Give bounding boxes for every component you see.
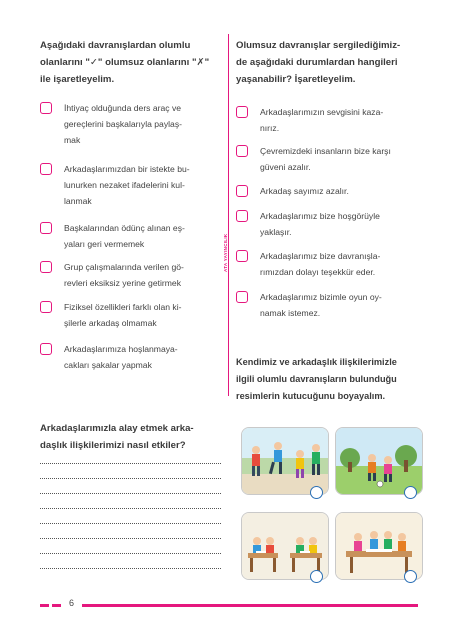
title-line: de aşağıdaki durumlardan hangileri bbox=[236, 57, 398, 68]
answer-line[interactable] bbox=[40, 478, 221, 479]
answer-checkbox[interactable] bbox=[40, 343, 52, 355]
answer-line[interactable] bbox=[40, 568, 221, 569]
title-line: Olumsuz davranışlar sergilediğimiz- bbox=[236, 40, 401, 51]
option-text: yaklaşır. bbox=[260, 227, 292, 237]
option-text: Grup çalışmalarında verilen gö- bbox=[64, 262, 184, 272]
publisher-label: ATA YAYINCILIK bbox=[223, 233, 228, 272]
picture-checkbox-1[interactable] bbox=[310, 486, 323, 499]
option-text: nırız. bbox=[260, 123, 280, 133]
answer-checkbox[interactable] bbox=[40, 222, 52, 234]
option-text: gereçlerini başkalarıyla paylaş- bbox=[64, 119, 182, 129]
title-line: olanlarını "✓" olumsuz olanlarını "✗" bbox=[40, 57, 210, 68]
option-text: Fiziksel özellikleri farklı olan ki- bbox=[64, 302, 182, 312]
answer-checkbox[interactable] bbox=[236, 145, 248, 157]
right-question-title bbox=[236, 37, 426, 88]
answer-checkbox[interactable] bbox=[40, 163, 52, 175]
picture-playing bbox=[335, 427, 423, 495]
option-text: yaları geri vermemek bbox=[64, 239, 145, 249]
title-line: Aşağıdaki davranışlardan olumlu bbox=[40, 40, 191, 51]
footer-bar-segment bbox=[40, 604, 49, 607]
option-text: güveni azalır. bbox=[260, 162, 311, 172]
bullying-scene-illustration bbox=[242, 428, 328, 494]
option-text: şilerle arkadaş olmamak bbox=[64, 318, 157, 328]
option-text: Arkadaşlarımız bizimle oyun oy- bbox=[260, 292, 382, 302]
option-text: Arkadaşlarımıza hoşlanmaya- bbox=[64, 344, 178, 354]
title-line: ile işaretleyelim. bbox=[40, 74, 115, 85]
answer-line[interactable] bbox=[40, 553, 221, 554]
answer-checkbox[interactable] bbox=[236, 291, 248, 303]
picture-checkbox-2[interactable] bbox=[404, 486, 417, 499]
option-text: Arkadaşlarımız bize hoşgörüyle bbox=[260, 211, 380, 221]
answer-checkbox[interactable] bbox=[236, 106, 248, 118]
picture-question-title bbox=[236, 354, 431, 405]
answer-checkbox[interactable] bbox=[40, 102, 52, 114]
option-text: İhtiyaç olduğunda ders araç ve bbox=[64, 103, 182, 113]
answer-line[interactable] bbox=[40, 523, 221, 524]
option-text: rımızdan dolayı teşekkür eder. bbox=[260, 267, 376, 277]
option-text: cakları şakalar yapmak bbox=[64, 360, 152, 370]
option-text: Arkadaşlarımızdan bir istekte bu- bbox=[64, 164, 190, 174]
answer-checkbox[interactable] bbox=[236, 210, 248, 222]
answer-checkbox[interactable] bbox=[236, 250, 248, 262]
column-divider bbox=[228, 34, 229, 396]
option-text: lunurken nezaket ifadelerini kul- bbox=[64, 180, 185, 190]
option-text: Arkadaşlarımız bize davranışla- bbox=[260, 251, 381, 261]
option-text: revleri eksiksiz yerine getirmek bbox=[64, 278, 182, 288]
left-question-title bbox=[40, 37, 225, 88]
picture-bullying bbox=[241, 427, 329, 495]
answer-line[interactable] bbox=[40, 538, 221, 539]
option-text: Çevremizdeki insanların bize karşı bbox=[260, 146, 391, 156]
title-line: Kendimiz ve arkadaşlık ilişkilerimizle bbox=[236, 357, 397, 367]
title-line: resimlerin kutucuğunu boyayalım. bbox=[236, 391, 386, 401]
answer-checkbox[interactable] bbox=[40, 301, 52, 313]
option-text: Arkadaşlarımızın sevgisini kaza- bbox=[260, 107, 384, 117]
answer-checkbox[interactable] bbox=[236, 185, 248, 197]
picture-checkbox-3[interactable] bbox=[310, 570, 323, 583]
title-line: daşlık ilişkilerimizi nasıl etkiler? bbox=[40, 440, 186, 451]
option-text: Başkalarından ödünç alınan eş- bbox=[64, 223, 185, 233]
answer-line[interactable] bbox=[40, 493, 221, 494]
option-text: Arkadaş sayımız azalır. bbox=[260, 186, 349, 196]
page-number: 6 bbox=[69, 598, 75, 608]
open-question-title bbox=[40, 420, 225, 454]
picture-checkbox-4[interactable] bbox=[404, 570, 417, 583]
title-line: Arkadaşlarımızla alay etmek arka- bbox=[40, 423, 194, 434]
option-text: lanmak bbox=[64, 196, 92, 206]
answer-line[interactable] bbox=[40, 508, 221, 509]
footer-bar-segment bbox=[52, 604, 61, 607]
option-text: namak istemez. bbox=[260, 308, 321, 318]
answer-checkbox[interactable] bbox=[40, 261, 52, 273]
playground-scene-illustration bbox=[336, 428, 422, 494]
option-text: mak bbox=[64, 135, 81, 145]
title-line: yaşanabilir? İşaretleyelim. bbox=[236, 74, 356, 85]
footer-bar-line bbox=[82, 604, 418, 607]
answer-line[interactable] bbox=[40, 463, 221, 464]
title-line: ilgili olumlu davranışların bulunduğu bbox=[236, 374, 397, 384]
